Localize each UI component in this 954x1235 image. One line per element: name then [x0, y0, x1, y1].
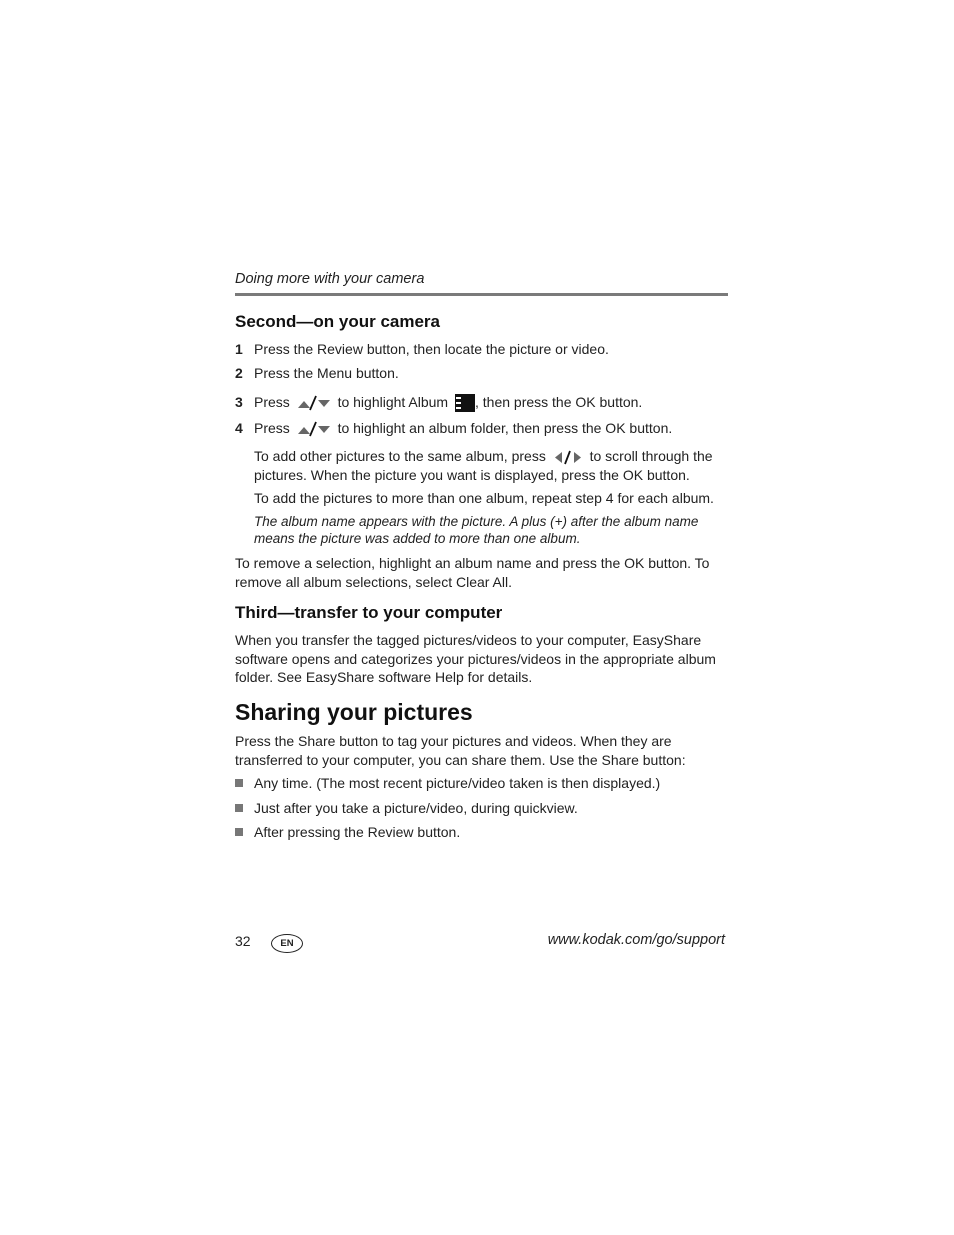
paragraph-share-intro: Press the Share button to tag your pictures and videos. When they are transferred to your computer, you can share them. Use the Share button: — [235, 733, 686, 768]
section-heading-sharing: Sharing your pictures — [235, 699, 473, 725]
bullet-square-icon — [235, 779, 243, 787]
up-down-arrows-icon — [297, 395, 331, 411]
step-4 — [235, 420, 672, 437]
album-icon — [455, 394, 475, 412]
paragraph-more-albums: To add the pictures to more than one album, repeat step 4 for each album. — [254, 490, 714, 506]
header-rule — [235, 293, 728, 296]
section-heading-third: Third—transfer to your computer — [235, 603, 503, 622]
paragraph-text-post: to scroll through the pictures. When the picture you want is displayed, press the OK button. — [254, 448, 713, 483]
section-heading-second: Second—on your camera — [235, 312, 441, 331]
paragraph-same-album — [254, 447, 728, 484]
step-2 — [235, 365, 399, 381]
bullet-square-icon — [235, 804, 243, 812]
bullet-text: Just after you take a picture/video, during quickview. — [254, 800, 578, 816]
step-text-pre: Press — [254, 420, 290, 436]
page-number: 32 — [235, 933, 251, 949]
left-right-arrows-icon — [554, 450, 582, 465]
paragraph-transfer: When you transfer the tagged pictures/videos to your computer, EasyShare software opens and categorizes your pictures/videos in the appropriate album folder. See EasyShare software Help for details. — [235, 632, 716, 685]
bullet-item — [235, 775, 660, 791]
step-text-mid: to highlight Album — [337, 394, 449, 410]
paragraph-text-pre: To add other pictures to the same album, press — [254, 448, 546, 464]
up-down-arrows-icon — [297, 421, 331, 437]
step-number: 3 — [235, 394, 243, 410]
bullet-text: Any time. (The most recent picture/video taken is then displayed.) — [254, 775, 661, 791]
bullet-item — [235, 800, 578, 816]
step-1 — [235, 341, 609, 357]
bullet-item — [235, 824, 460, 840]
step-number: 4 — [235, 420, 243, 436]
running-head: Doing more with your camera — [235, 271, 425, 287]
paragraph-remove-selection: To remove a selection, highlight an album name and press the OK button. To remove all album selections, select Clear All. — [235, 555, 710, 590]
step-text-post: to highlight an album folder, then press the OK button. — [337, 420, 673, 436]
album-note: The album name appears with the picture. A plus (+) after the album name means the picture was added to more than one album. — [254, 514, 699, 546]
step-3 — [235, 394, 642, 412]
step-text-pre: Press — [254, 394, 290, 410]
bullet-square-icon — [235, 828, 243, 836]
step-text: Press the Menu button. — [254, 365, 399, 381]
step-text-post: , then press the OK button. — [475, 394, 643, 410]
step-number: 1 — [235, 341, 243, 357]
support-url: www.kodak.com/go/support — [547, 932, 725, 948]
step-text: Press the Review button, then locate the picture or video. — [254, 341, 609, 357]
bullet-text: After pressing the Review button. — [254, 824, 461, 840]
language-badge: EN — [271, 934, 303, 953]
step-number: 2 — [235, 365, 243, 381]
